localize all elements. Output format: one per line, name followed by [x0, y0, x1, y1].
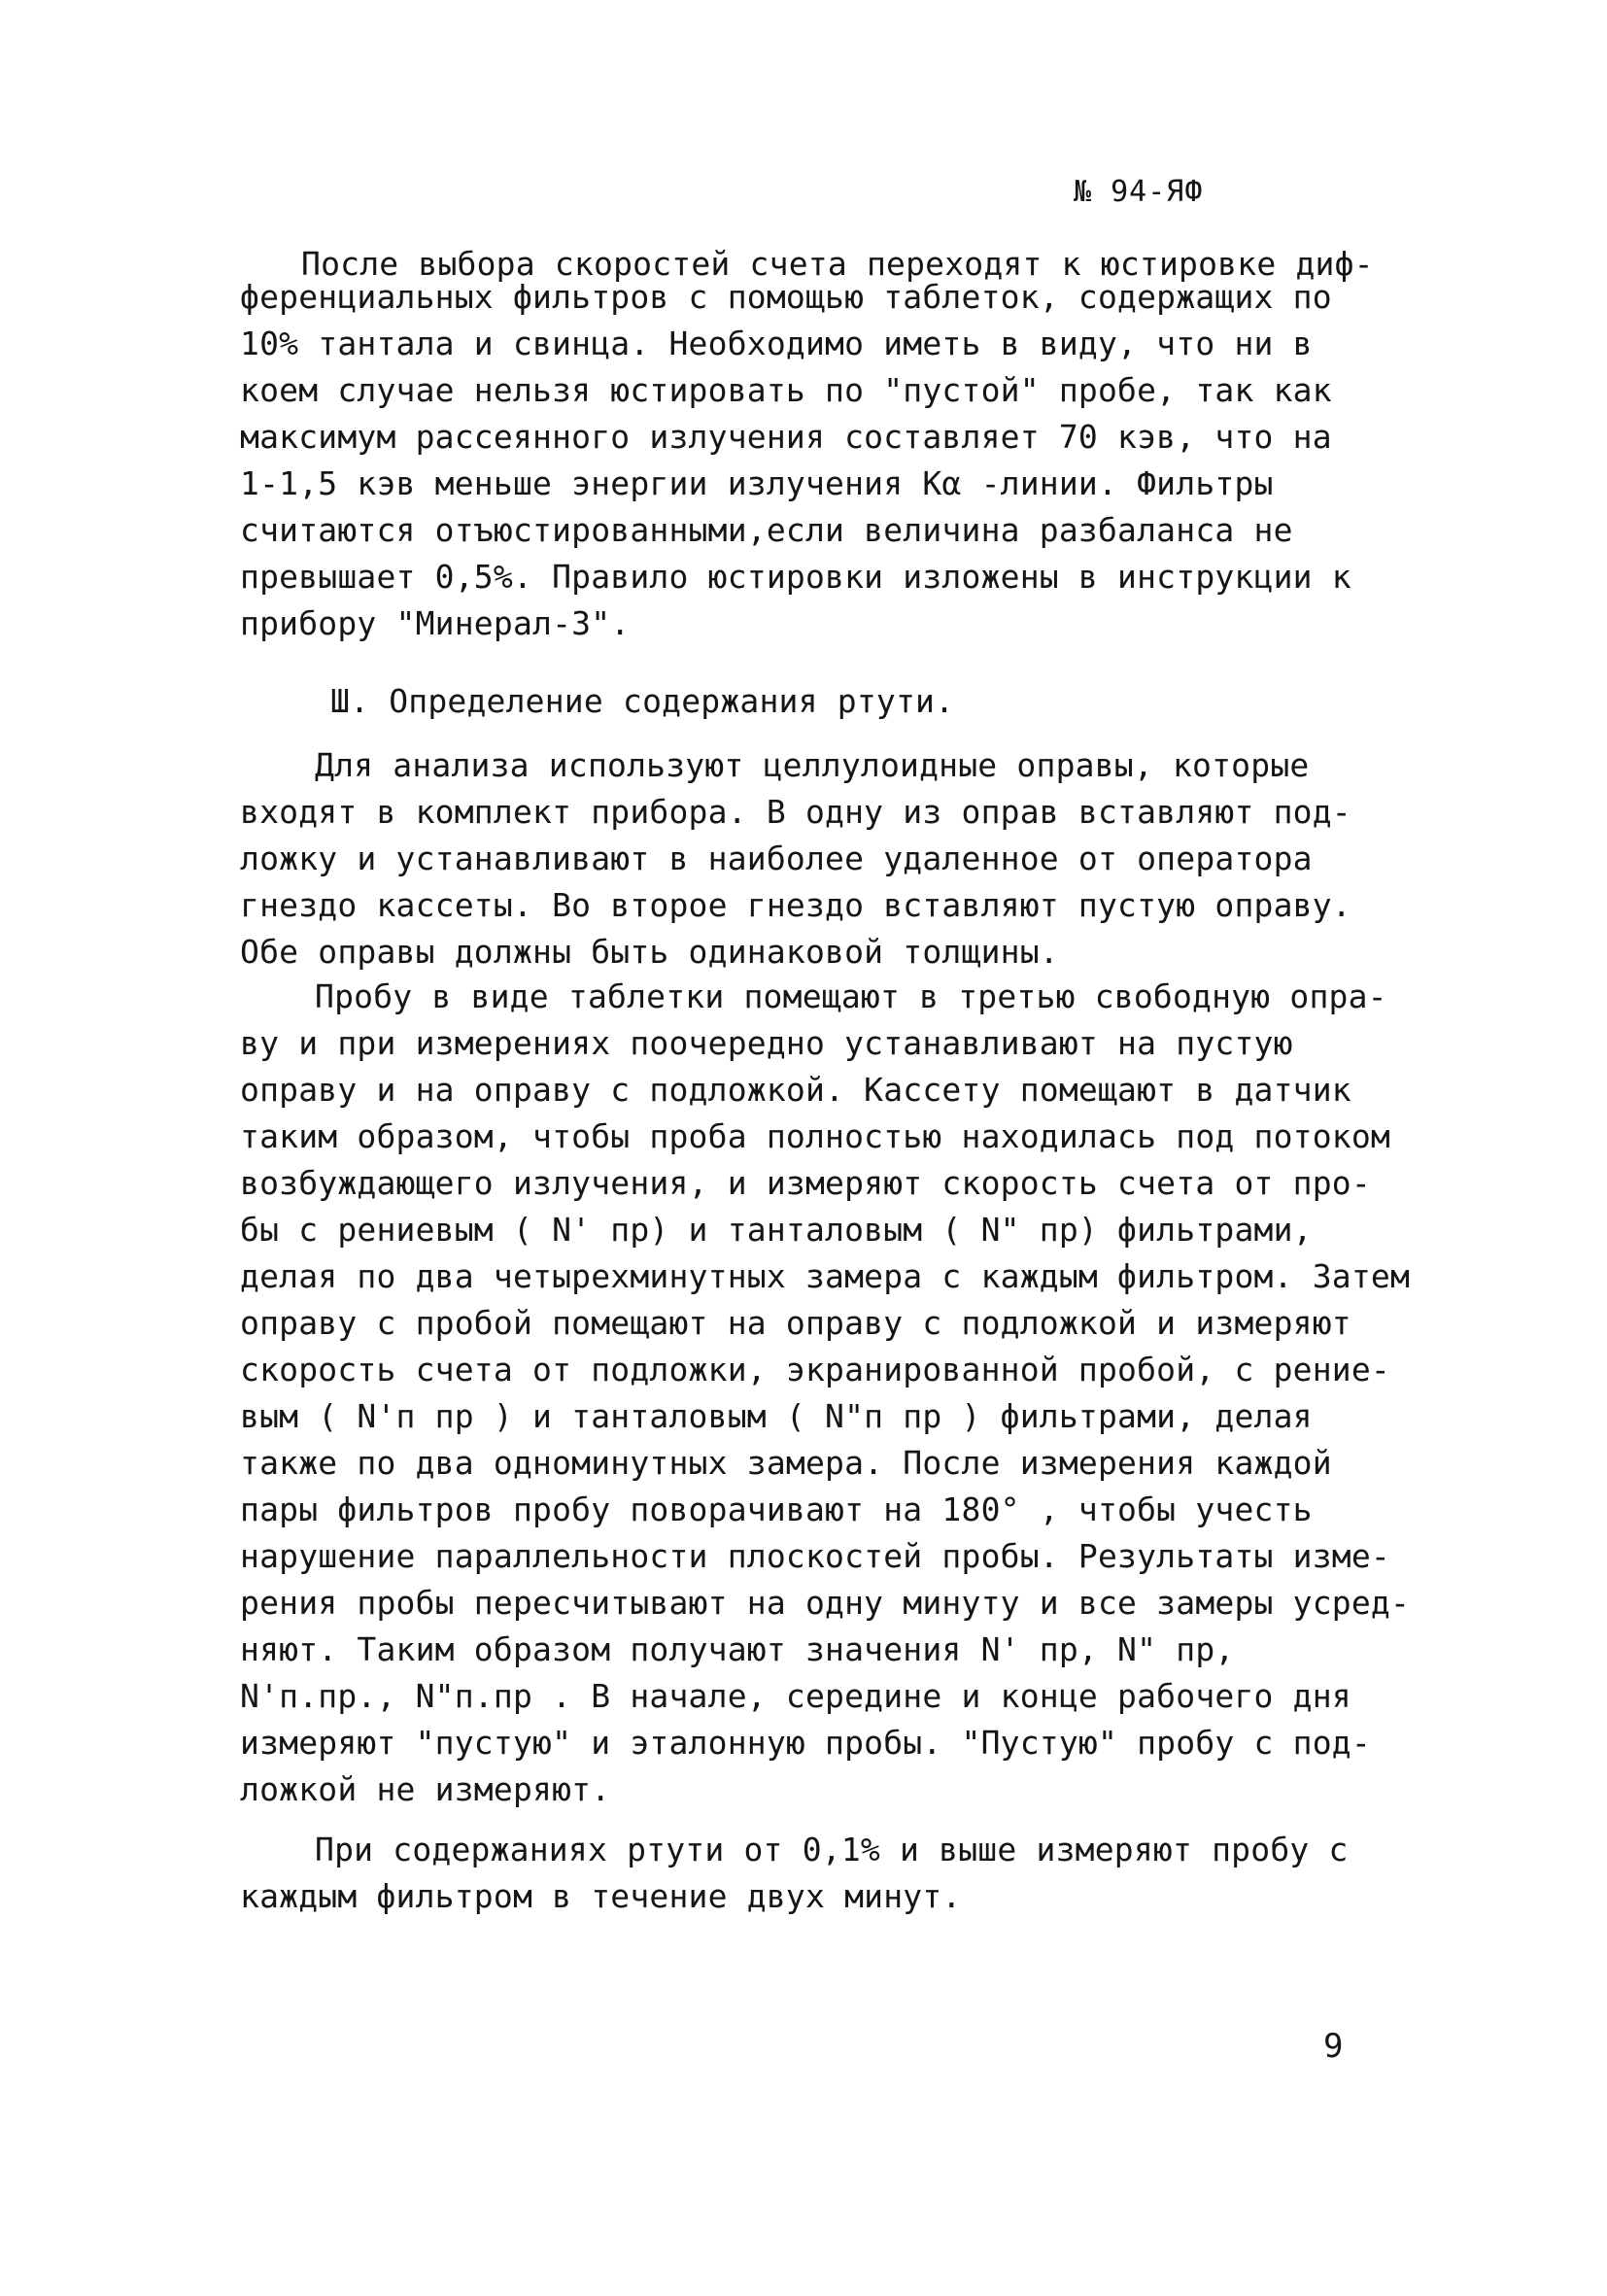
text-line: нарушение параллельности плоскостей пробы. Результаты изме- [240, 1537, 1390, 1575]
text-line: возбуждающего излучения, и измеряют скорость счета от про- [240, 1164, 1371, 1202]
text-line: пары фильтров пробу поворачивают на 180° , чтобы учесть [240, 1491, 1313, 1528]
section-heading: Ш. Определение содержания ртути. [330, 682, 955, 720]
text-line: При содержаниях ртути от 0,1% и выше измеряют пробу с [315, 1831, 1349, 1868]
document-number: № 94-ЯФ [1074, 175, 1204, 209]
text-line: N'п.пр., N"п.пр . В начале, середине и конце рабочего дня [240, 1677, 1351, 1715]
text-line: коем случае нельзя юстировать по "пустой" пробе, так как [240, 371, 1332, 409]
text-line: ложку и устанавливают в наиболее удаленное от оператора [240, 840, 1313, 877]
text-line: Пробу в виде таблетки помещают в третью свободную опра- [315, 977, 1387, 1015]
text-line: После выбора скоростей счета переходят к юстировке диф- [301, 245, 1374, 283]
text-line: ференциальных фильтров с помощью таблеток, содержащих по [240, 278, 1332, 316]
text-line: скорость счета от подложки, экранированной пробой, с рение- [240, 1351, 1390, 1388]
text-line: входят в комплект прибора. В одну из оправ вставляют под- [240, 793, 1351, 831]
text-line: 1-1,5 кэв меньше энергии излучения Kα -линии. Фильтры [240, 464, 1274, 502]
text-line: бы с рениевым ( N' пр) и танталовым ( N" пр) фильтрами, [240, 1211, 1313, 1249]
text-line: таким образом, чтобы проба полностью находилась под потоком [240, 1117, 1390, 1155]
text-line: прибору "Минерал-3". [240, 604, 631, 642]
text-line: вым ( N'п пр ) и танталовым ( N"п пр ) фильтрами, делая [240, 1397, 1313, 1435]
text-line: делая по два четырехминутных замера с каждым фильтром. Затем [240, 1257, 1411, 1295]
text-line: измеряют "пустую" и эталонную пробы. "Пустую" пробу с под- [240, 1724, 1371, 1762]
text-line: оправу и на оправу с подложкой. Кассету помещают в датчик [240, 1071, 1351, 1109]
text-line: Для анализа используют целлулоидные оправы, которые [315, 746, 1310, 784]
text-line: превышает 0,5%. Правило юстировки изложены в инструкции к [240, 558, 1351, 596]
text-line: гнездо кассеты. Во второе гнездо вставляют пустую оправу. [240, 886, 1351, 924]
text-line: ложкой не измеряют. [240, 1770, 611, 1808]
text-line: рения пробы пересчитывают на одну минуту и все замеры усред- [240, 1584, 1411, 1622]
text-line: Обе оправы должны быть одинаковой толщины. [240, 933, 1059, 971]
text-line: 10% тантала и свинца. Необходимо иметь в виду, что ни в [240, 325, 1313, 362]
text-line: няют. Таким образом получают значения N' пр, N" пр, [240, 1630, 1235, 1668]
text-line: также по два одноминутных замера. После измерения каждой [240, 1444, 1332, 1482]
text-line: считаются отъюстированными,если величина разбаланса не [240, 511, 1293, 549]
text-line: каждым фильтром в течение двух минут. [240, 1877, 962, 1915]
text-line: максимум рассеянного излучения составляет 70 кэв, что на [240, 418, 1332, 456]
text-line: ву и при измерениях поочередно устанавливают на пустую [240, 1024, 1293, 1062]
page-number: 9 [1323, 2027, 1344, 2066]
text-line: оправу с пробой помещают на оправу с подложкой и измеряют [240, 1304, 1351, 1342]
